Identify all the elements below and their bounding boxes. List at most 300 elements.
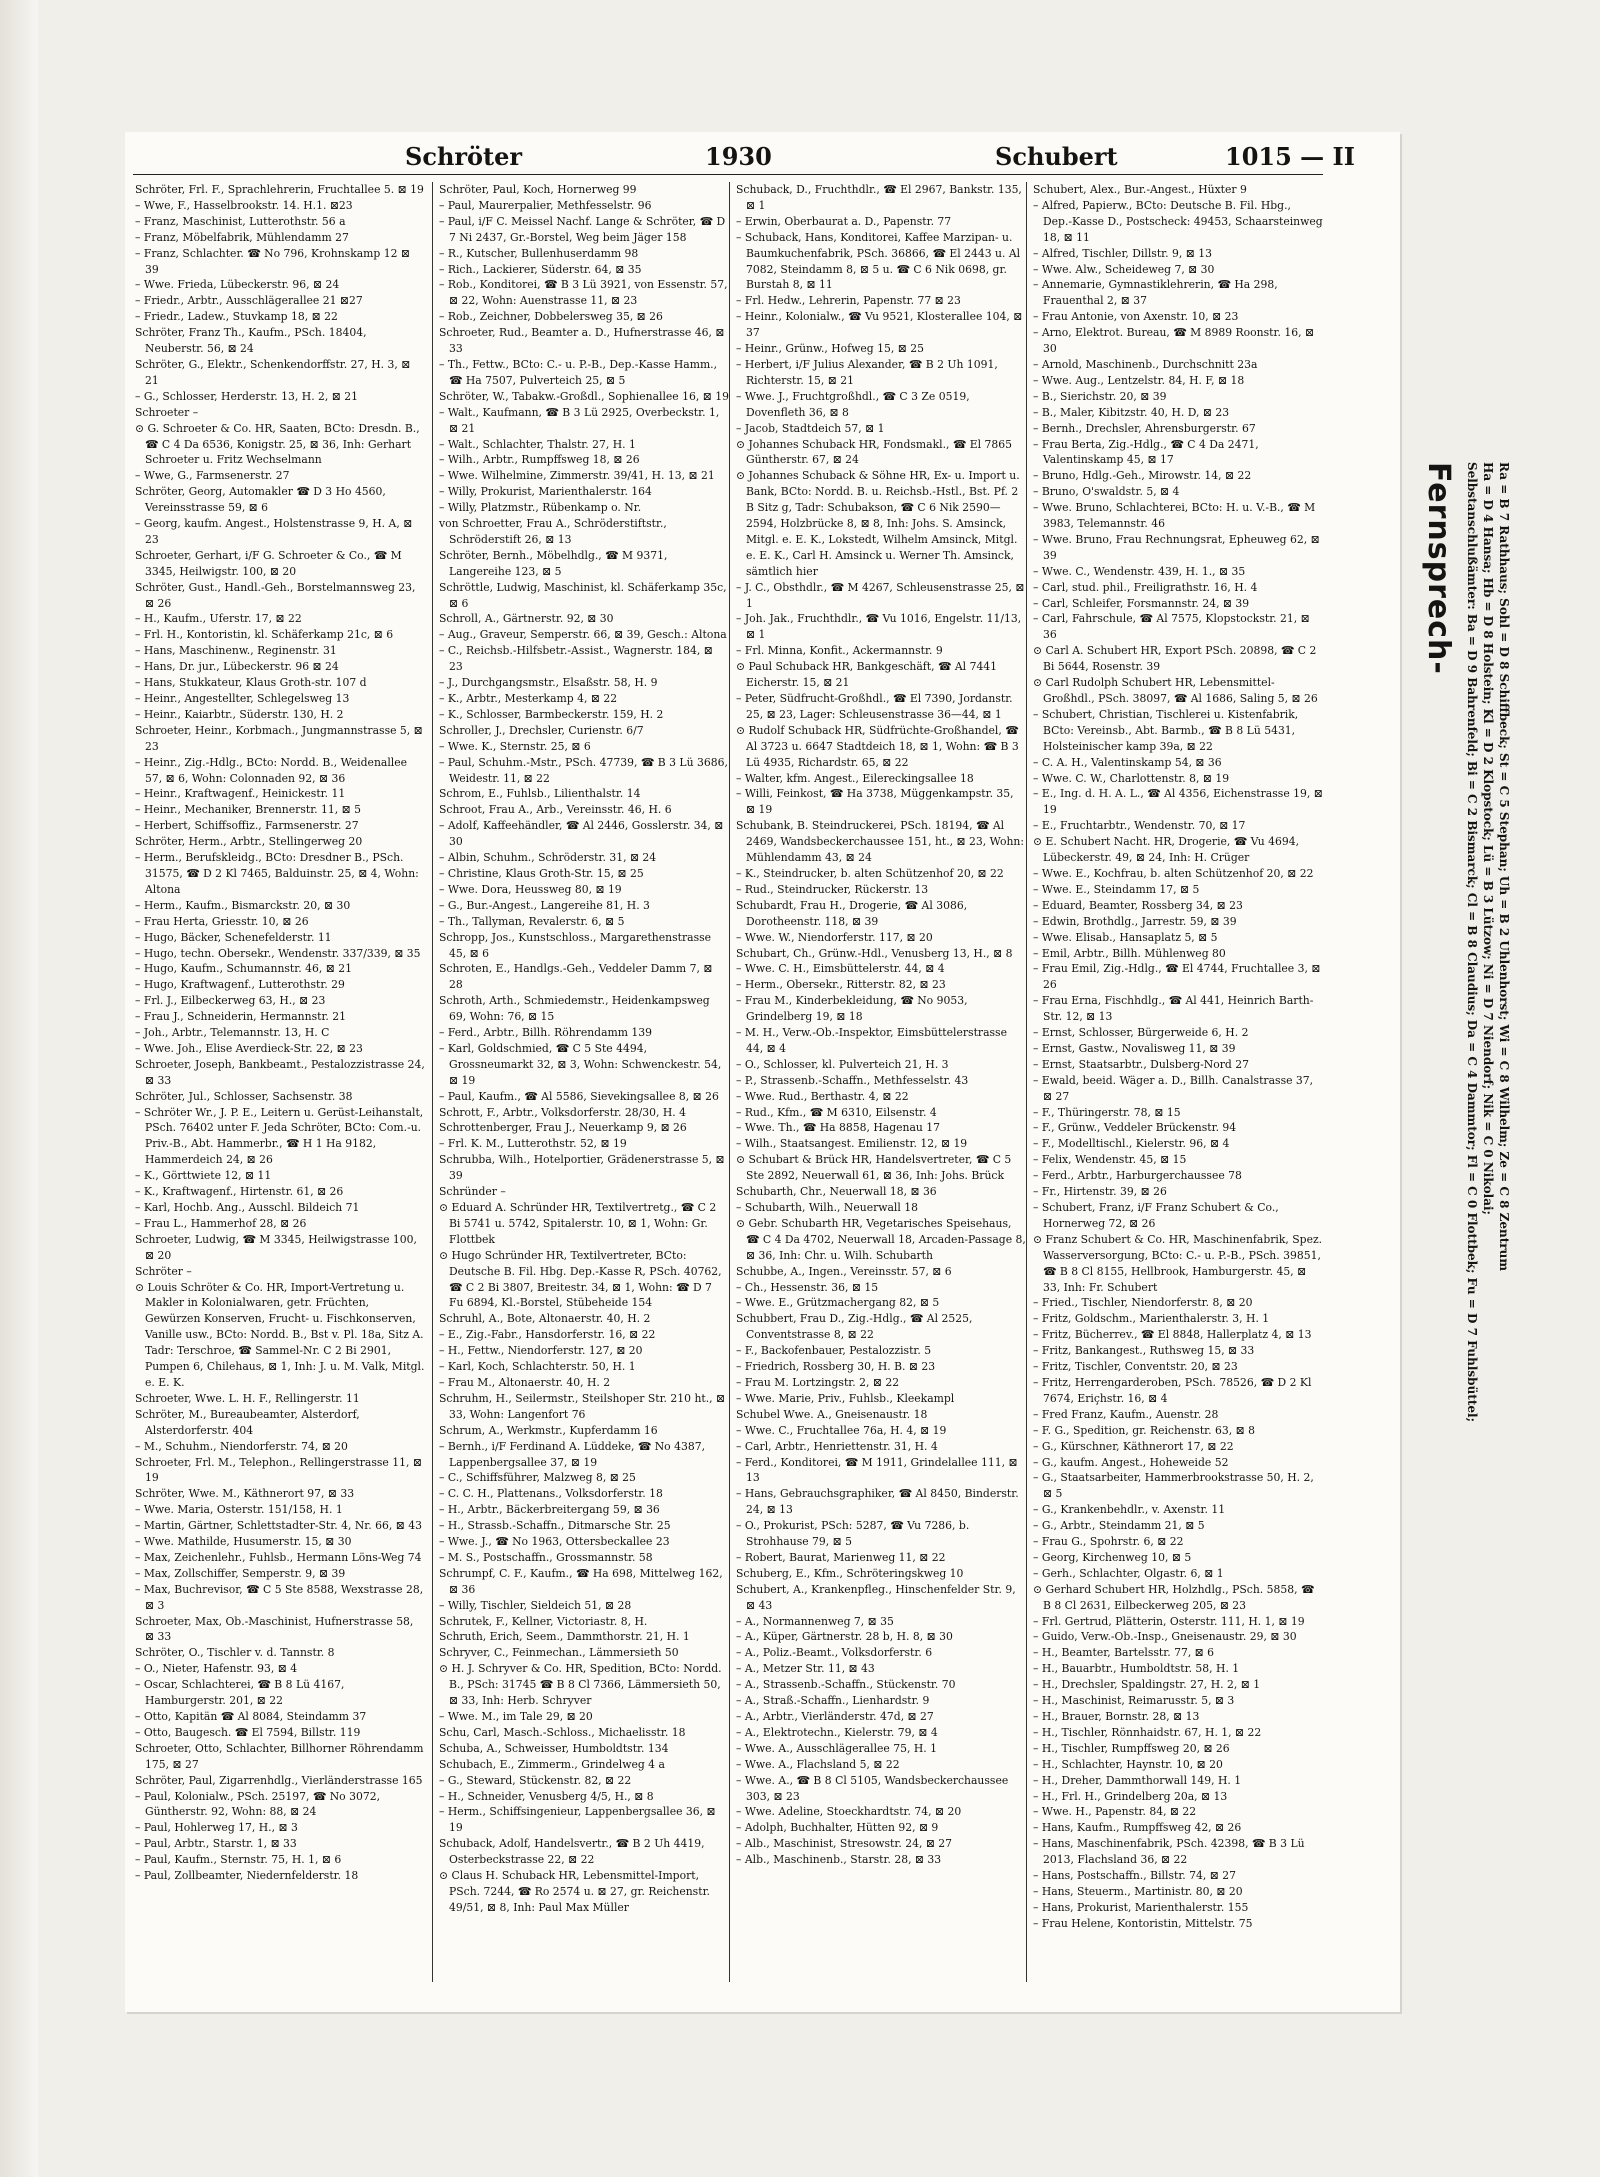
directory-entry: Schröter, O., Tischler v. d. Tannstr. 8	[135, 1646, 335, 1660]
directory-entry: Schroeter, Ludwig, ☎ M 3345, Heilwigstrasse 100, ⊠ 20	[135, 1232, 417, 1262]
directory-entry: – Friedr., Arbtr., Ausschlägerallee 21 ⊠27	[135, 294, 363, 308]
directory-entry: – Walt., Schlachter, Thalstr. 27, H. 1	[439, 437, 636, 451]
directory-entry: – Frl. Gertrud, Plätterin, Osterstr. 111, H. 1, ⊠ 19	[1033, 1614, 1305, 1628]
directory-entry: ⊙ Carl Rudolph Schubert HR, Lebensmittel-Großhdl., PSch. 38097, ☎ Al 1686, Saling 5, ⊠ 26	[1033, 676, 1318, 705]
directory-entry: – H., Drechsler, Spaldingstr. 27, H. 2, ⊠ 1	[1033, 1678, 1261, 1692]
directory-entry: – Franz, Maschinist, Lutterothstr. 56 a	[135, 214, 346, 228]
directory-entry: – Martin, Gärtner, Schlettstadter-Str. 4, Nr. 66, ⊠ 43	[135, 1519, 422, 1533]
directory-entry: – Ch., Hessenstr. 36, ⊠ 15	[736, 1280, 879, 1294]
directory-entry: – G., Bur.-Angest., Langereihe 81, H. 3	[439, 898, 650, 912]
directory-entry: – Hans, Maschinenw., Reginenstr. 31	[135, 644, 337, 658]
directory-entry: – A., Poliz.-Beamt., Volksdorferstr. 6	[736, 1646, 933, 1660]
directory-entry: Schroeter, Max, Ob.-Maschinist, Hufnerstrasse 58, ⊠ 33	[135, 1614, 414, 1644]
directory-entry: – Hans, Steuerm., Martinistr. 80, ⊠ 20	[1033, 1884, 1243, 1898]
directory-entry: Schubarth, Chr., Neuerwall 18, ⊠ 36	[736, 1185, 937, 1199]
directory-entry: ⊙ Louis Schröter & Co. HR, Import-Vertretung u. Makler in Kolonialwaren, getr. Früchten, Gewürzen Konserven, Frucht- u. Fischkonserven, Vanille usw., BCto: Nordd. B., Bst v. Pl. 18a, Sitz A. Tadr: Terschroe, ☎ Sammel-Nr. C 2 Bi 2901, Pumpen 6, Chilehaus, ⊠ 1, Inh: J. u. M. Valk, Mitgl. e. E. K.	[135, 1280, 425, 1389]
directory-entry: – H., Beamter, Bartelsstr. 77, ⊠ 6	[1033, 1646, 1215, 1660]
directory-entry: Schroot, Frau A., Arb., Vereinsstr. 46, H. 6	[439, 803, 672, 817]
directory-entry: – J., Durchgangsmstr., Elsaßstr. 58, H. 9	[439, 676, 658, 690]
directory-entry: – Fr., Hirtenstr. 39, ⊠ 26	[1033, 1185, 1167, 1199]
directory-entry: – Frl. H., Kontoristin, kl. Schäferkamp 21c, ⊠ 6	[135, 628, 394, 642]
directory-entry: – Wwe. C., Fruchtallee 76a, H. 4, ⊠ 19	[736, 1423, 947, 1437]
legend-line-2: Ha = D 4 Hansa; Hb = D 8 Holstein; Kl = D 2 Klopstock; Lü = B 3 Lützow; Ni = D 7 Niendorf; Nik = C 0 Nikolai;	[1481, 462, 1495, 1215]
directory-entry: – Alb., Maschinist, Stresowstr. 24, ⊠ 27	[736, 1837, 953, 1851]
legend-title: Fernsprech-	[1421, 462, 1456, 675]
directory-entry: – Heinr., Kraftwagenf., Heinickestr. 11	[135, 787, 346, 801]
directory-entry: – Frau Antonie, von Axenstr. 10, ⊠ 23	[1033, 310, 1239, 324]
directory-entry: – Hans, Kaufm., Rumpffsweg 42, ⊠ 26	[1033, 1821, 1242, 1835]
directory-entry: – Wwe. Alw., Scheideweg 7, ⊠ 30	[1033, 262, 1215, 276]
directory-entry: – M. H., Verw.-Ob.-Inspektor, Eimsbüttelerstrasse 44, ⊠ 4	[736, 1026, 1007, 1055]
directory-entry: – K., Arbtr., Mesterkamp 4, ⊠ 22	[439, 692, 618, 705]
directory-entry: – K., Schlosser, Barmbeckerstr. 159, H. 2	[439, 707, 664, 721]
directory-entry: ⊙ E. Schubert Nacht. HR, Drogerie, ☎ Vu 4694, Lübeckerstr. 49, ⊠ 24, Inh: H. Crüger	[1033, 835, 1300, 865]
directory-entry: – Herbert, i/F Julius Alexander, ☎ B 2 Uh 1091, Richterstr. 15, ⊠ 21	[736, 357, 998, 387]
directory-entry: – Karl, Hochb. Ang., Ausschl. Bildeich 71	[135, 1201, 360, 1214]
page-number: 1015 — II	[1225, 142, 1355, 171]
running-head-right: Schubert	[995, 142, 1118, 171]
directory-entry: ⊙ Johannes Schuback HR, Fondsmakl., ☎ El 7865 Güntherstr. 67, ⊠ 24	[736, 437, 1012, 467]
directory-entry: – Herm., Kaufm., Bismarckstr. 20, ⊠ 30	[135, 898, 351, 912]
legend-line-3: Ra = B 7 Rathhaus; Sohl = D 8 Schiffbeck; St = C 5 Stephan; Uh = B 2 Uhlenhorst; Wi = C 8 Wilhelm; Ze = C 8 Zentrum	[1497, 462, 1511, 1272]
directory-entry: – Bruno, O'swaldstr. 5, ⊠ 4	[1033, 485, 1180, 499]
directory-entry: Schrottenberger, Frau J., Neuerkamp 9, ⊠ 26	[439, 1121, 687, 1135]
directory-entry: Schroller, J., Drechsler, Curienstr. 6/7	[439, 723, 644, 737]
directory-entry: Schubardt, Frau H., Drogerie, ☎ Al 3086, Dorotheenstr. 118, ⊠ 39	[736, 898, 968, 928]
directory-entry: – M., Schuhm., Niendorferstr. 74, ⊠ 20	[135, 1439, 348, 1453]
directory-entry: ⊙ Gerhard Schubert HR, Holzhdlg., PSch. 5858, ☎ B 8 Cl 2631, Eilbeckerweg 205, ⊠ 23	[1033, 1582, 1315, 1612]
directory-entry: – Oscar, Schlachterei, ☎ B 8 Lü 4167, Hamburgerstr. 201, ⊠ 22	[135, 1678, 345, 1708]
directory-entry: Schroeter, Frl. M., Telephon., Rellingerstrasse 11, ⊠ 19	[135, 1455, 422, 1485]
directory-entry: – Wilh., Arbtr., Rumpffsweg 18, ⊠ 26	[439, 453, 640, 467]
directory-page	[125, 132, 1511, 2012]
directory-entry: – C. C. H., Plattenans., Volksdorferstr. 18	[439, 1487, 663, 1501]
directory-entry: – Rud., Steindrucker, Rückerstr. 13	[736, 882, 929, 896]
directory-entry: – Wwe. A., ☎ B 8 Cl 5105, Wandsbeckerchaussee 303, ⊠ 23	[736, 1773, 1009, 1803]
directory-entry: Schubach, E., Zimmerm., Grindelweg 4 a	[439, 1757, 665, 1771]
directory-entry: – Schuback, Hans, Konditorei, Kaffee Marzipan- u. Baumkuchenfabrik, PSch. 36866, ☎ El 2443 u. Al 7082, Steindamm 8, ⊠ 5 u. ☎ C 6 Nik 0698, gr. Burstah 8, ⊠ 11	[736, 230, 1021, 292]
directory-entry: – H., Strassb.-Schaffn., Ditmarsche Str. 25	[439, 1519, 671, 1533]
directory-entry: – Karl, Goldschmied, ☎ C 5 Ste 4494, Grossneumarkt 32, ⊠ 3, Wohn: Schwenckestr. 54, ⊠ 19	[439, 1041, 722, 1087]
directory-entry: ⊙ Johannes Schuback & Söhne HR, Ex- u. Import u. Bank, BCto: Nordd. B. u. Reichsb.-Hstl., Bst. Pf. 2 B Sitz g, Tadr: Schubakson, ☎ C 6 Nik 2590—2594, Holzbrücke 8, ⊠ 8, Inh: Johs. S. Amsinck, Mitgl. e. E. K., Lokstedt, Wilhelm Amsinck, Mitgl. e. E. K., Carl H. Amsinck u. Werner Th. Amsinck, sämtlich hier	[736, 469, 1020, 578]
directory-entry: – O., Nieter, Hafenstr. 93, ⊠ 4	[135, 1662, 298, 1676]
directory-entry: – Rich., Lackierer, Süderstr. 64, ⊠ 35	[439, 262, 642, 276]
page-header	[125, 142, 1400, 174]
directory-entry: – Carl, Schleifer, Forsmannstr. 24, ⊠ 39	[1033, 596, 1250, 610]
directory-columns	[135, 182, 1325, 1982]
directory-entry: – Friedr., Ladew., Stuvkamp 18, ⊠ 22	[135, 310, 338, 324]
directory-entry: – Heinr., Kaiarbtr., Süderstr. 130, H. 2	[135, 707, 344, 721]
directory-entry: Schroeter, Heinr., Korbmach., Jungmannstrasse 5, ⊠ 23	[135, 723, 423, 753]
directory-entry: – Erwin, Oberbaurat a. D., Papenstr. 77	[736, 214, 952, 228]
directory-entry: – Hans, Dr. jur., Lübeckerstr. 96 ⊠ 24	[135, 660, 339, 674]
directory-entry: – Franz, Schlachter. ☎ No 796, Krohnskamp 12 ⊠ 39	[135, 246, 410, 276]
directory-entry: – Schubarth, Wilh., Neuerwall 18	[736, 1201, 919, 1214]
directory-entry: – Wwe. Wilhelmine, Zimmerstr. 39/41, H. 13, ⊠ 21	[439, 469, 715, 483]
directory-entry: Schrott, F., Arbtr., Volksdorferstr. 28/30, H. 4	[439, 1105, 686, 1119]
directory-entry: – Arnold, Maschinenb., Durchschnitt 23a	[1033, 357, 1258, 371]
directory-entry: – Jacob, Stadtdeich 57, ⊠ 1	[736, 421, 885, 435]
directory-entry: – Georg, Kirchenweg 10, ⊠ 5	[1033, 1550, 1192, 1564]
directory-entry: Schröter, W., Tabakw.-Großdl., Sophienallee 16, ⊠ 19	[439, 389, 729, 403]
directory-entry: Schröter, Frl. F., Sprachlehrerin, Fruchtallee 5. ⊠ 19	[135, 183, 424, 196]
directory-entry: Schroten, E., Handlgs.-Geh., Veddeler Damm 7, ⊠ 28	[439, 962, 713, 992]
directory-entry: – Heinr., Zig.-Hdlg., BCto: Nordd. B., Weidenallee 57, ⊠ 6, Wohn: Colonnaden 92, ⊠ 36	[135, 755, 408, 785]
directory-entry: – Wwe. E., Kochfrau, b. alten Schützenhof 20, ⊠ 22	[1033, 866, 1314, 880]
directory-entry: – Frau Berta, Zig.-Hdlg., ☎ C 4 Da 2471, Valentinskamp 45, ⊠ 17	[1033, 437, 1259, 467]
directory-entry: – A., Elektrotechn., Kielerstr. 79, ⊠ 4	[736, 1725, 938, 1739]
directory-entry: – Paul, Schuhm.-Mstr., PSch. 47739, ☎ B 3 Lü 3686, Weidestr. 11, ⊠ 22	[439, 755, 728, 785]
directory-entry: – H., Maschinist, Reimarusstr. 5, ⊠ 3	[1033, 1694, 1235, 1708]
column-1	[135, 182, 425, 1982]
directory-entry: – Ernst, Schlosser, Bürgerweide 6, H. 2	[1033, 1026, 1249, 1040]
directory-entry: – F., Thüringerstr. 78, ⊠ 15	[1033, 1105, 1181, 1119]
directory-entry: Schröter, Herm., Arbtr., Stellingerweg 20	[135, 835, 363, 849]
directory-entry: – E., Ing. d. H. A. L., ☎ Al 4356, Eichenstrasse 19, ⊠ 19	[1033, 787, 1323, 817]
directory-entry: – M. S., Postschaffn., Grossmannstr. 58	[439, 1550, 653, 1564]
directory-entry: – E., Fruchtarbtr., Wendenstr. 70, ⊠ 17	[1033, 819, 1246, 833]
directory-entry: – Wilh., Staatsangest. Emilienstr. 12, ⊠ 19	[736, 1137, 968, 1151]
directory-entry: Schrum, A., Werkmstr., Kupferdamm 16	[439, 1423, 658, 1437]
directory-entry: Schrom, E., Fuhlsb., Lilienthalstr. 14	[439, 787, 641, 801]
directory-entry: – Rud., Kfm., ☎ M 6310, Eilsenstr. 4	[736, 1105, 937, 1119]
directory-entry: – C. A. H., Valentinskamp 54, ⊠ 36	[1033, 755, 1222, 769]
directory-entry: Schubel Wwe. A., Gneisenaustr. 18	[736, 1407, 928, 1421]
directory-entry: – Fred Franz, Kaufm., Auenstr. 28	[1033, 1407, 1219, 1421]
directory-entry: – F., Grünw., Veddeler Brückenstr. 94	[1033, 1121, 1237, 1135]
directory-entry: – Emil, Arbtr., Billh. Mühlenweg 80	[1033, 946, 1226, 960]
directory-entry: ⊙ Hugo Schründer HR, Textilvertreter, BCto: Deutsche B. Fil. Hbg. Dep.-Kasse R, PSch. 40762, ☎ C 2 Bi 3807, Breitestr. 34, ⊠ 1, Wohn: ☎ D 7 Fu 6894, Kl.-Borstel, Stübeheide 154	[439, 1248, 722, 1310]
directory-entry: – B., Sierichstr. 20, ⊠ 39	[1033, 389, 1167, 403]
directory-entry: – Paul, Kaufm., ☎ Al 5586, Sievekingsallee 8, ⊠ 26	[439, 1089, 719, 1103]
directory-entry: – Ewald, beeid. Wäger a. D., Billh. Canalstrasse 37, ⊠ 27	[1033, 1073, 1314, 1103]
directory-entry: – Otto, Baugesch. ☎ El 7594, Billstr. 119	[135, 1725, 361, 1739]
directory-entry: – Wwe. C. W., Charlottenstr. 8, ⊠ 19	[1033, 771, 1230, 785]
directory-entry: – Wwe. J., Fruchtgroßhdl., ☎ C 3 Ze 0519, Dovenfleth 36, ⊠ 8	[736, 389, 970, 419]
directory-entry: – Walt., Kaufmann, ☎ B 3 Lü 2925, Overbeckstr. 1, ⊠ 21	[439, 405, 720, 435]
directory-entry: – Carl, Fahrschule, ☎ Al 7575, Klopstockstr. 21, ⊠ 36	[1033, 612, 1310, 642]
directory-entry: – Wwe. W., Niendorferstr. 117, ⊠ 20	[736, 930, 933, 944]
directory-entry: – Heinr., Kolonialw., ☎ Vu 9521, Klosterallee 104, ⊠ 37	[736, 310, 1023, 340]
directory-entry: Schuberg, E., Kfm., Schröteringskweg 10	[736, 1566, 964, 1580]
directory-entry: – Fritz, Tischler, Conventstr. 20, ⊠ 23	[1033, 1360, 1238, 1374]
directory-entry: – Paul, Arbtr., Starstr. 1, ⊠ 33	[135, 1837, 297, 1851]
directory-entry: Schropp, Jos., Kunstschloss., Margarethenstrasse 45, ⊠ 6	[439, 930, 712, 960]
directory-entry: – Wwe. E., Steindamm 17, ⊠ 5	[1033, 882, 1200, 896]
directory-entry: Schuback, D., Fruchthdlr., ☎ El 2967, Bankstr. 135, ⊠ 1	[736, 183, 1022, 212]
directory-entry: – Carl, stud. phil., Freiligrathstr. 16, H. 4	[1033, 580, 1258, 594]
directory-entry: – Fried., Tischler, Niendorferstr. 8, ⊠ 20	[1033, 1296, 1253, 1310]
header-rule	[133, 174, 1323, 175]
directory-entry: – K., Steindrucker, b. alten Schützenhof 20, ⊠ 22	[736, 866, 1004, 880]
directory-entry: – H., Kaufm., Uferstr. 17, ⊠ 22	[135, 612, 302, 626]
directory-entry: – A., Metzer Str. 11, ⊠ 43	[736, 1662, 875, 1676]
book-binding	[0, 0, 38, 2177]
directory-entry: – Wwe. C., Wendenstr. 439, H. 1., ⊠ 35	[1033, 564, 1246, 578]
directory-entry: – C., Reichsb.-Hilfsbetr.-Assist., Wagnerstr. 184, ⊠ 23	[439, 644, 713, 674]
directory-entry: – Willy, Platzmstr., Rübenkamp o. Nr.	[439, 501, 642, 515]
directory-entry: – Bernh., Drechsler, Ahrensburgerstr. 67	[1033, 421, 1256, 435]
directory-entry: von Schroetter, Frau A., Schröderstiftstr., Schröderstift 26, ⊠ 13	[439, 517, 667, 546]
directory-entry: – Albin, Schuhm., Schröderstr. 31, ⊠ 24	[439, 851, 657, 865]
directory-entry: – H., Bauarbtr., Humboldtstr. 58, H. 1	[1033, 1662, 1240, 1676]
directory-entry: – Walter, kfm. Angest., Eilereckingsallee 18	[736, 771, 974, 785]
directory-entry: – Georg, kaufm. Angest., Holstenstrasse 9, H. A, ⊠ 23	[135, 517, 413, 546]
directory-entry: – F., Modelltischl., Kielerstr. 96, ⊠ 4	[1033, 1137, 1230, 1151]
column-4	[1026, 182, 1323, 1982]
directory-entry: Schryver, C., Feinmechan., Lämmersieth 50	[439, 1646, 679, 1660]
directory-entry: – Ernst, Staatsarbtr., Dulsberg-Nord 27	[1033, 1057, 1249, 1071]
directory-entry: Schröter, G., Elektr., Schenkendorffstr. 27, H. 3, ⊠ 21	[135, 357, 411, 387]
directory-entry: – Schubert, Franz, i/F Franz Schubert & Co., Hornerweg 72, ⊠ 26	[1033, 1201, 1279, 1230]
directory-entry: – Willy, Tischler, Sieldeich 51, ⊠ 28	[439, 1598, 632, 1612]
directory-entry: – Frau M., Altonaerstr. 40, H. 2	[439, 1375, 611, 1389]
directory-entry: – Wwe. Dora, Heussweg 80, ⊠ 19	[439, 882, 622, 896]
directory-entry: – Willi, Feinkost, ☎ Ha 3738, Müggenkampstr. 35, ⊠ 19	[736, 787, 1014, 817]
directory-entry: – Wwe. Maria, Osterstr. 151/158, H. 1	[135, 1503, 343, 1517]
directory-entry: – Paul, Zollbeamter, Niedernfelderstr. 18	[135, 1869, 359, 1883]
directory-entry: – Wwe. Mathilde, Husumerstr. 15, ⊠ 30	[135, 1535, 352, 1549]
directory-entry: Schrutek, F., Kellner, Victoriastr. 8, H.	[439, 1614, 648, 1628]
directory-entry: ⊙ Schubart & Brück HR, Handelsvertreter, ☎ C 5 Ste 2892, Neuerwall 61, ⊠ 36, Inh: Johs. Brück	[736, 1153, 1012, 1183]
directory-entry: – P., Strassenb.-Schaffn., Methfesselstr. 43	[736, 1073, 969, 1087]
directory-entry: Schubert, Alex., Bur.-Angest., Hüxter 9	[1033, 183, 1247, 196]
directory-entry: Schubbert, Frau D., Zig.-Hdlg., ☎ Al 2525, Conventstrasse 8, ⊠ 22	[736, 1312, 973, 1342]
directory-entry: Schuback, Adolf, Handelsvertr., ☎ B 2 Uh 4419, Osterbeckstrasse 22, ⊠ 22	[439, 1837, 705, 1867]
directory-entry: – G., kaufm. Angest., Hoheweide 52	[1033, 1455, 1229, 1469]
directory-entry: – Gerh., Schlachter, Olgastr. 6, ⊠ 1	[1033, 1566, 1224, 1580]
directory-entry: – Wwe. Th., ☎ Ha 8858, Hagenau 17	[736, 1121, 941, 1135]
directory-entry: – Ferd., Konditorei, ☎ M 1911, Grindelallee 111, ⊠ 13	[736, 1455, 1018, 1485]
directory-entry: – Herm., Obersekr., Ritterstr. 82, ⊠ 23	[736, 978, 946, 992]
legend-line-1: Selbstanschlußämter: Ba = D 9 Bahrenfeld; Bi = C 2 Bismarck; Cl = B 8 Claudius; Da = C 4 Dammtor; Fl = C 0 Flottbek; Fu = D 7 Fuhlsbüttel;	[1465, 462, 1479, 1423]
directory-entry: Schröter, Gust., Handl.-Geh., Borstelmannsweg 23, ⊠ 26	[135, 580, 416, 610]
directory-entry: – Joh. Jak., Fruchthdlr., ☎ Vu 1016, Engelstr. 11/13, ⊠ 1	[736, 612, 1022, 642]
directory-entry: – Wwe. A., Ausschlägerallee 75, H. 1	[736, 1741, 938, 1755]
directory-entry: – Wwe. Elisab., Hansaplatz 5, ⊠ 5	[1033, 930, 1218, 944]
directory-entry: – Hans, Postschaffn., Billstr. 74, ⊠ 27	[1033, 1869, 1236, 1883]
directory-entry: – Joh., Arbtr., Telemannstr. 13, H. C	[135, 1026, 330, 1040]
directory-entry: – Willy, Prokurist, Marienthalerstr. 164	[439, 485, 652, 499]
directory-entry: – Frl. Minna, Konfit., Ackermannstr. 9	[736, 644, 943, 658]
directory-entry: – Paul, Kaufm., Sternstr. 75, H. 1, ⊠ 6	[135, 1853, 342, 1867]
directory-entry: Schroeter, Gerhart, i/F G. Schroeter & Co., ☎ M 3345, Heilwigstr. 100, ⊠ 20	[135, 548, 402, 578]
directory-entry: Schroth, Arth., Schmiedemstr., Heidenkampsweg 69, Wohn: 76, ⊠ 15	[439, 994, 710, 1024]
directory-entry: – Frau Herta, Griesstr. 10, ⊠ 26	[135, 914, 309, 928]
directory-entry: – Ernst, Gastw., Novalisweg 11, ⊠ 39	[1033, 1041, 1236, 1055]
directory-entry: – Wwe. J., ☎ No 1963, Ottersbeckallee 23	[439, 1535, 670, 1549]
directory-entry: Schubart, Ch., Grünw.-Hdl., Venusberg 13, H., ⊠ 8	[736, 946, 1013, 960]
directory-entry: – Carl, Arbtr., Henriettenstr. 31, H. 4	[736, 1439, 938, 1453]
directory-entry: Schubbe, A., Ingen., Vereinsstr. 57, ⊠ 6	[736, 1264, 952, 1278]
directory-entry: – Alfred, Papierw., BCto: Deutsche B. Fil. Hbg., Dep.-Kasse D., Postscheck: 49453, Schaarsteinweg 18, ⊠ 11	[1033, 198, 1323, 244]
directory-entry: Schroeter, Rud., Beamter a. D., Hufnerstrasse 46, ⊠ 33	[439, 326, 725, 356]
directory-entry: – Hugo, Kaufm., Schumannstr. 46, ⊠ 21	[135, 962, 352, 976]
directory-entry: ⊙ Rudolf Schuback HR, Südfrüchte-Großhandel, ☎ Al 3723 u. 6647 Stadtdeich 18, ⊠ 1, Wohn: ☎ B 3 Lü 4935, Richardstr. 65, ⊠ 22	[736, 723, 1019, 769]
directory-entry: – Fritz, Herrengarderoben, PSch. 78526, ☎ D 2 Kl 7674, Eriçhstr. 16, ⊠ 4	[1033, 1375, 1312, 1405]
directory-entry: ⊙ Claus H. Schuback HR, Lebensmittel-Import, PSch. 7244, ☎ Ro 2574 u. ⊠ 27, gr. Reichenstr. 49/51, ⊠ 8, Inh: Paul Max Müller	[439, 1869, 710, 1914]
directory-entry: ⊙ Paul Schuback HR, Bankgeschäft, ☎ Al 7441 Eicherstr. 15, ⊠ 21	[736, 660, 998, 690]
directory-entry: – Heinr., Mechaniker, Brennerstr. 11, ⊠ 5	[135, 803, 361, 817]
directory-entry: – A., Normannenweg 7, ⊠ 35	[736, 1614, 894, 1628]
directory-entry: Schröttle, Ludwig, Maschinist, kl. Schäferkamp 35c, ⊠ 6	[439, 580, 727, 610]
directory-entry: – E., Zig.-Fabr., Hansdorferstr. 16, ⊠ 22	[439, 1328, 656, 1342]
directory-entry: – Rob., Konditorei, ☎ B 3 Lü 3921, von Essenstr. 57, ⊠ 22, Wohn: Auenstrasse 11, ⊠ 23	[439, 278, 728, 308]
directory-entry: – Frau Emil, Zig.-Hdlg., ☎ El 4744, Fruchtallee 3, ⊠ 26	[1033, 962, 1321, 992]
column-2	[432, 182, 729, 1982]
directory-entry: – Fritz, Bücherrev., ☎ El 8848, Hallerplatz 4, ⊠ 13	[1033, 1328, 1312, 1342]
directory-entry: – O., Prokurist, PSch: 5287, ☎ Vu 7286, b. Strohhause 79, ⊠ 5	[736, 1519, 970, 1549]
directory-entry: – Paul, Maurerpalier, Methfesselstr. 96	[439, 198, 652, 212]
directory-entry: – Fritz, Goldschm., Marienthalerstr. 3, H. 1	[1033, 1312, 1270, 1326]
directory-entry: – Frl. K. M., Lutterothstr. 52, ⊠ 19	[439, 1137, 627, 1151]
directory-entry: – Max, Zollschiffer, Semperstr. 9, ⊠ 39	[135, 1566, 346, 1580]
directory-entry: – Paul, i/F C. Meissel Nachf. Lange & Schröter, ☎ D 7 Ni 2437, Gr.-Borstel, Weg beim Jäger 158	[439, 214, 726, 244]
directory-entry: Schubert, A., Krankenpfleg., Hinschenfelder Str. 9, ⊠ 43	[736, 1582, 1016, 1612]
directory-entry: Schroll, A., Gärtnerstr. 92, ⊠ 30	[439, 612, 614, 626]
directory-entry: – Wwe. Joh., Elise Averdieck-Str. 22, ⊠ 23	[135, 1041, 363, 1055]
directory-entry: – Otto, Kapitän ☎ Al 8084, Steindamm 37	[135, 1710, 367, 1723]
running-head-left: Schröter	[405, 142, 523, 171]
directory-entry: – Frau Helene, Kontoristin, Mittelstr. 75	[1033, 1916, 1253, 1930]
directory-entry: Schröter, Georg, Automakler ☎ D 3 Ho 4560, Vereinsstrasse 59, ⊠ 6	[135, 485, 386, 515]
directory-entry: – Eduard, Beamter, Rossberg 34, ⊠ 23	[1033, 898, 1243, 912]
directory-entry: – Bernh., i/F Ferdinand A. Lüddeke, ☎ No 4387, Lappenbergsallee 37, ⊠ 19	[439, 1439, 705, 1469]
directory-entry: Schründer –	[439, 1185, 506, 1199]
directory-entry: – Franz, Möbelfabrik, Mühlendamm 27	[135, 230, 349, 244]
directory-entry: Schubank, B. Steindruckerei, PSch. 18194, ☎ Al 2469, Wandsbeckerchaussee 151, ht., ⊠ 23, Wohn: Mühlendamm 43, ⊠ 24	[736, 819, 1025, 865]
directory-entry: Schuba, A., Schweisser, Humboldtstr. 134	[439, 1741, 669, 1755]
directory-entry: – Rob., Zeichner, Dobbelersweg 35, ⊠ 26	[439, 310, 663, 324]
directory-entry: – Frau G., Spohrstr. 6, ⊠ 22	[1033, 1535, 1184, 1549]
directory-entry: – Karl, Koch, Schlachterstr. 50, H. 1	[439, 1360, 636, 1374]
directory-entry: Schröter, Franz Th., Kaufm., PSch. 18404, Neuberstr. 56, ⊠ 24	[135, 326, 367, 356]
directory-entry: – Frau M. Lortzingstr. 2, ⊠ 22	[736, 1375, 900, 1389]
directory-entry: – G., Krankenbehdlr., v. Axenstr. 11	[1033, 1503, 1226, 1517]
directory-entry: Schruhl, A., Bote, Altonaerstr. 40, H. 2	[439, 1312, 651, 1326]
directory-entry: – Wwe. Frieda, Lübeckerstr. 96, ⊠ 24	[135, 278, 340, 292]
directory-entry: – Schubert, Christian, Tischlerei u. Kistenfabrik, BCto: Vereinsb., Abt. Barmb., ☎ B 8 Lü 5431, Holsteinischer kamp 39a, ⊠ 22	[1033, 707, 1299, 753]
directory-entry: – Hugo, Bäcker, Schenefelderstr. 11	[135, 930, 332, 944]
directory-entry: – Wwe. Bruno, Frau Rechnungsrat, Epheuweg 62, ⊠ 39	[1033, 532, 1320, 562]
directory-entry: – Adolph, Buchhalter, Hütten 92, ⊠ 9	[736, 1821, 939, 1835]
directory-entry: Schröter, Bernh., Möbelhdlg., ☎ M 9371, Langereihe 123, ⊠ 5	[439, 548, 668, 578]
directory-entry: – G., Staatsarbeiter, Hammerbrookstrasse 50, H. 2, ⊠ 5	[1033, 1471, 1314, 1501]
directory-entry: – Wwe, G., Farmsenerstr. 27	[135, 469, 290, 483]
directory-entry: – Hugo, techn. Obersekr., Wendenstr. 337/339, ⊠ 35	[135, 946, 421, 960]
running-head-year: 1930	[705, 142, 772, 171]
directory-entry: ⊙ Carl A. Schubert HR, Export PSch. 20898, ☎ C 2 Bi 5644, Rosenstr. 39	[1033, 644, 1317, 674]
directory-entry: – Ferd., Arbtr., Harburgerchaussee 78	[1033, 1169, 1242, 1183]
directory-entry: ⊙ G. Schroeter & Co. HR, Saaten, BCto: Dresdn. B., ☎ C 4 Da 6536, Konigstr. 25, ⊠ 36, Inh: Gerhart Schroeter u. Fritz Wechselmann	[135, 421, 420, 467]
directory-entry: – Wwe. C. H., Eimsbüttelerstr. 44, ⊠ 4	[736, 962, 945, 976]
directory-entry: – Herm., Berufskleidg., BCto: Dresdner B., PSch. 31575, ☎ D 2 Kl 7465, Balduinstr. 25, ⊠ 4, Wohn: Altona	[135, 851, 419, 896]
directory-entry: – Max, Buchrevisor, ☎ C 5 Ste 8588, Wexstrasse 28, ⊠ 3	[135, 1582, 424, 1612]
directory-entry: – Alb., Maschinenb., Starstr. 28, ⊠ 33	[736, 1853, 942, 1867]
directory-entry: – Wwe. Rud., Berthastr. 4, ⊠ 22	[736, 1089, 909, 1103]
directory-entry: ⊙ H. J. Schryver & Co. HR, Spedition, BCto: Nordd. B., PSch: 31745 ☎ B 8 Cl 7366, Lämmersieth 50, ⊠ 33, Inh: Herb. Schryver	[439, 1662, 722, 1708]
directory-entry: – K., Görttwiete 12, ⊠ 11	[135, 1169, 272, 1183]
directory-entry: – Wwe. K., Sternstr. 25, ⊠ 6	[439, 739, 591, 753]
directory-entry: Schroeter, Otto, Schlachter, Billhorner Röhrendamm 175, ⊠ 27	[135, 1741, 424, 1771]
directory-entry: – Felix, Wendenstr. 45, ⊠ 15	[1033, 1153, 1187, 1167]
directory-entry: – Alfred, Tischler, Dillstr. 9, ⊠ 13	[1033, 246, 1212, 260]
directory-entry: – H., Arbtr., Bäckerbreitergang 59, ⊠ 36	[439, 1503, 660, 1517]
directory-entry: – Annemarie, Gymnastiklehrerin, ☎ Ha 298, Frauenthal 2, ⊠ 37	[1033, 278, 1278, 308]
directory-entry: – Hans, Gebrauchsgraphiker, ☎ Al 8450, Binderstr. 24, ⊠ 13	[736, 1487, 1019, 1517]
directory-entry: – A., Straß.-Schaffn., Lienhardstr. 9	[736, 1694, 930, 1708]
directory-entry: Schröter, Jul., Schlosser, Sachsenstr. 38	[135, 1089, 353, 1103]
directory-entry: – H., Fettw., Niendorferstr. 127, ⊠ 20	[439, 1344, 643, 1358]
directory-entry: – Peter, Südfrucht-Großhdl., ☎ El 7390, Jordanstr. 25, ⊠ 23, Lager: Schleusenstrasse 36—44, ⊠ 1	[736, 692, 1013, 721]
directory-entry: – Hans, Prokurist, Marienthalerstr. 155	[1033, 1900, 1249, 1914]
directory-entry: Schu, Carl, Masch.-Schloss., Michaelisstr. 18	[439, 1725, 686, 1739]
directory-entry: – Friedrich, Rossberg 30, H. B. ⊠ 23	[736, 1360, 936, 1374]
directory-entry: – Frl. J., Eilbeckerweg 63, H., ⊠ 23	[135, 994, 326, 1008]
directory-entry: – Aug., Graveur, Semperstr. 66, ⊠ 39, Gesch.: Altona	[439, 628, 727, 642]
directory-entry: – H., Brauer, Bornstr. 28, ⊠ 13	[1033, 1710, 1200, 1723]
directory-entry: – H., Frl. H., Grindelberg 20a, ⊠ 13	[1033, 1789, 1228, 1803]
directory-entry: – Herbert, Schiffsoffiz., Farmsenerstr. 27	[135, 819, 359, 833]
directory-entry: – G., Arbtr., Steindamm 21, ⊠ 5	[1033, 1519, 1205, 1533]
directory-entry: Schrubba, Wilh., Hotelportier, Grädenerstrasse 5, ⊠ 39	[439, 1153, 725, 1183]
directory-entry: – Robert, Baurat, Marienweg 11, ⊠ 22	[736, 1550, 946, 1564]
directory-entry: – Frau L., Hammerhof 28, ⊠ 26	[135, 1216, 307, 1230]
directory-entry: – Wwe. Bruno, Schlachterei, BCto: H. u. V.-B., ☎ M 3983, Telemannstr. 46	[1033, 501, 1316, 531]
directory-entry: – Wwe. H., Papenstr. 84, ⊠ 22	[1033, 1805, 1197, 1819]
directory-entry: – K., Kraftwagenf., Hirtenstr. 61, ⊠ 26	[135, 1185, 344, 1199]
directory-entry: – Max, Zeichenlehr., Fuhlsb., Hermann Löns-Weg 74	[135, 1550, 422, 1564]
directory-entry: – G., Steward, Stückenstr. 82, ⊠ 22	[439, 1773, 632, 1787]
directory-entry: – Wwe. Adeline, Stoeckhardtstr. 74, ⊠ 20	[736, 1805, 962, 1819]
directory-entry: – G., Schlosser, Herderstr. 13, H. 2, ⊠ 21	[135, 389, 359, 403]
directory-entry: – Heinr., Angestellter, Schlegelsweg 13	[135, 692, 350, 705]
directory-entry: – B., Maler, Kibitzstr. 40, H. D, ⊠ 23	[1033, 405, 1230, 419]
directory-entry: – G., Kürschner, Käthnerort 17, ⊠ 22	[1033, 1439, 1234, 1453]
directory-entry: – Herm., Schiffsingenieur, Lappenbergsallee 36, ⊠ 19	[439, 1805, 716, 1835]
directory-entry: Schroeter –	[135, 405, 199, 419]
directory-entry: – Frau J., Schneiderin, Hermannstr. 21	[135, 1010, 347, 1024]
directory-entry: Schröter –	[135, 1264, 192, 1278]
directory-entry: – Frau M., Kinderbekleidung, ☎ No 9053, Grindelberg 19, ⊠ 18	[736, 994, 968, 1024]
directory-entry: – O., Schlosser, kl. Pulverteich 21, H. 3	[736, 1057, 949, 1071]
directory-entry: ⊙ Eduard A. Schründer HR, Textilvertretg., ☎ C 2 Bi 5741 u. 5742, Spitalerstr. 10, ⊠ 1, Wohn: Gr. Flottbek	[439, 1201, 717, 1246]
directory-entry: – Edwin, Brothdlg., Jarrestr. 59, ⊠ 39	[1033, 914, 1237, 928]
directory-entry: Schröter, M., Bureaubeamter, Alsterdorf, Alsterdorferstr. 404	[135, 1407, 360, 1437]
directory-entry: – A., Arbtr., Vierländerstr. 47d, ⊠ 27	[736, 1710, 934, 1723]
directory-entry: Schröter, Wwe. M., Käthnerort 97, ⊠ 33	[135, 1487, 355, 1501]
directory-entry: – Fritz, Bankangest., Ruthsweg 15, ⊠ 33	[1033, 1344, 1255, 1358]
directory-entry: – Ferd., Arbtr., Billh. Röhrendamm 139	[439, 1026, 653, 1040]
directory-entry: – R., Kutscher, Bullenhuserdamm 98	[439, 246, 639, 260]
directory-entry: – A., Küper, Gärtnerstr. 28 b, H. 8, ⊠ 30	[736, 1630, 953, 1644]
directory-entry: Schrumpf, C. F., Kaufm., ☎ Ha 698, Mittelweg 162, ⊠ 36	[439, 1566, 723, 1596]
column-3	[729, 182, 1026, 1982]
directory-entry: – Heinr., Grünw., Hofweg 15, ⊠ 25	[736, 342, 924, 356]
directory-entry: – H., Dreher, Dammthorwall 149, H. 1	[1033, 1773, 1242, 1787]
directory-entry: – Paul, Kolonialw., PSch. 25197, ☎ No 3072, Güntherstr. 92, Wohn: 88, ⊠ 24	[135, 1789, 381, 1819]
directory-entry: – Frau Erna, Fischhdlg., ☎ Al 441, Heinrich Barth-Str. 12, ⊠ 13	[1033, 994, 1314, 1024]
directory-entry: – H., Schneider, Venusberg 4/5, H., ⊠ 8	[439, 1789, 654, 1803]
directory-entry: – F. G., Spedition, gr. Reichenstr. 63, ⊠ 8	[1033, 1423, 1255, 1437]
directory-entry: – Schröter Wr., J. P. E., Leitern u. Gerüst-Leihanstalt, PSch. 76402 unter F. Jeda Schröter, BCto: Com.-u. Priv.-B., Abt. Hammerbr., ☎ H 1 Ha 9182, Hammerdeich 24, ⊠ 26	[135, 1105, 424, 1167]
directory-entry: – Wwe, F., Hasselbrookstr. 14. H.1. ⊠23	[135, 198, 353, 212]
telephone-exchange-legend	[1421, 462, 1511, 1422]
directory-entry: – C., Schiffsführer, Malzweg 8, ⊠ 25	[439, 1471, 636, 1485]
directory-entry: – Hugo, Kraftwagenf., Lutterothstr. 29	[135, 978, 345, 992]
directory-entry: – Frl. Hedw., Lehrerin, Papenstr. 77 ⊠ 23	[736, 294, 961, 308]
directory-entry: Schruth, Erich, Seem., Dammthorstr. 21, H. 1	[439, 1630, 690, 1644]
